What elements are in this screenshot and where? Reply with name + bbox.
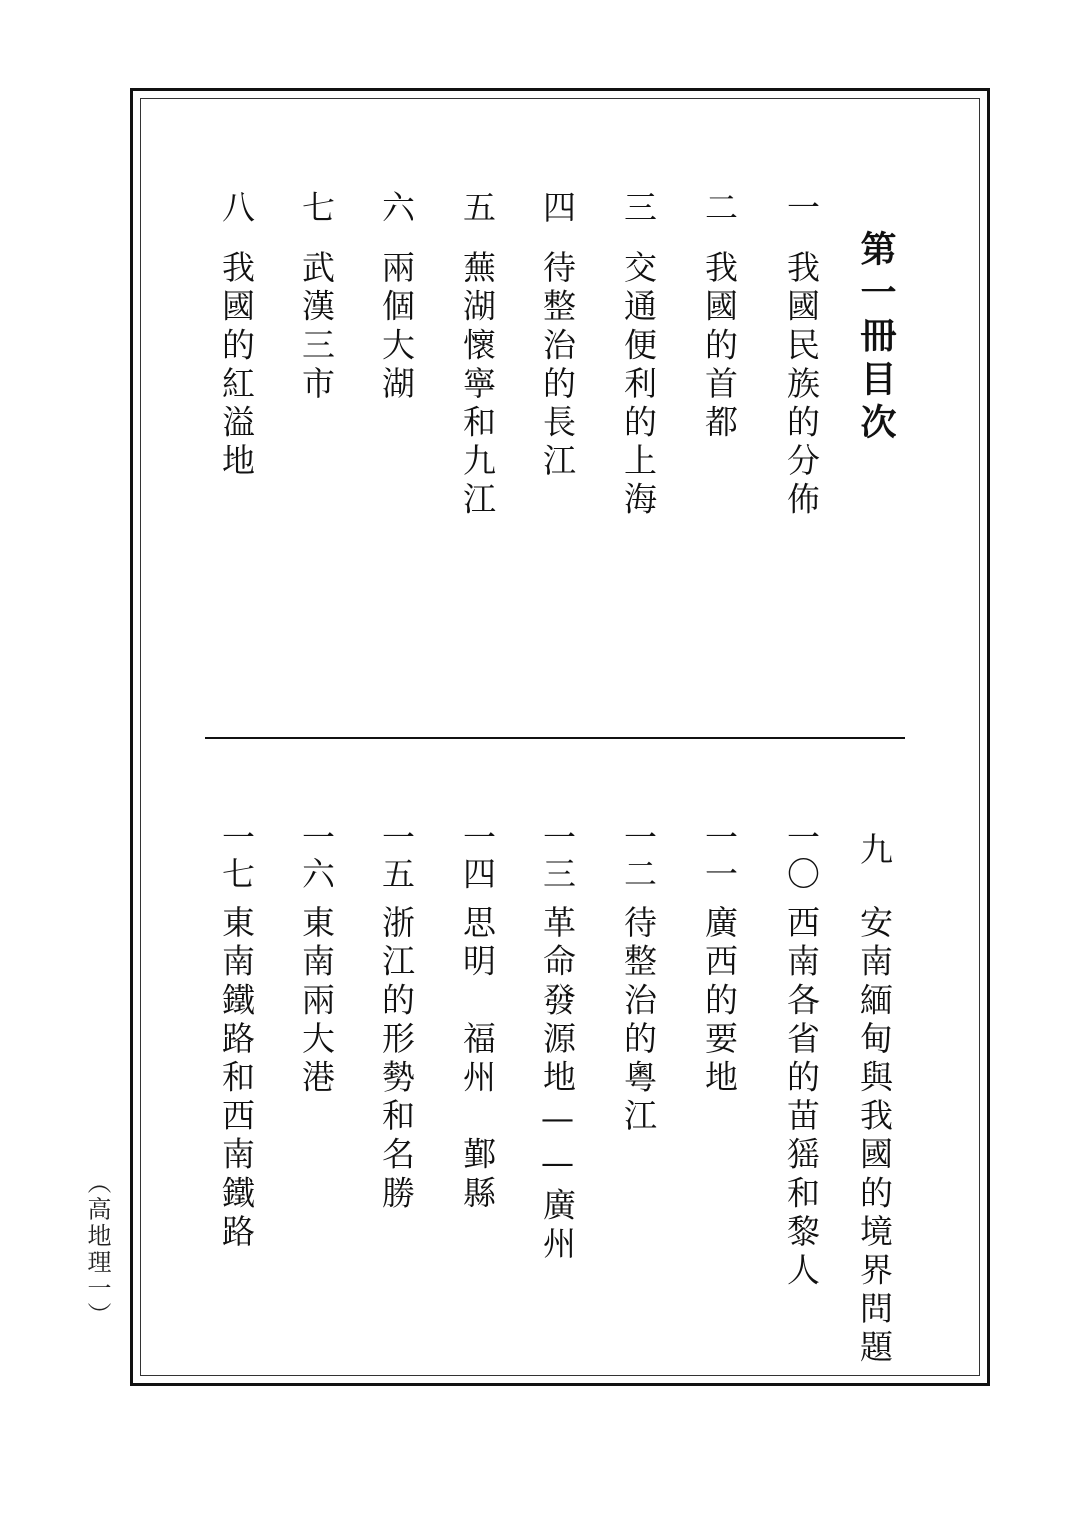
toc-entry-12: 待整治的粵江 — [619, 905, 658, 1137]
toc-num-2: 二 — [700, 190, 739, 227]
toc-num-12: 一二 — [619, 820, 658, 893]
toc-entry-4: 待整治的長江 — [538, 250, 577, 482]
toc-num-14: 一四 — [458, 820, 497, 893]
toc-entry-3: 交通便利的上海 — [619, 250, 658, 521]
toc-entry-7: 武漢三市 — [297, 250, 336, 405]
toc-entry-6: 兩個大湖 — [377, 250, 416, 405]
toc-num-4: 四 — [538, 190, 577, 227]
toc-num-17: 一七 — [217, 820, 256, 893]
toc-num-5: 五 — [458, 190, 497, 227]
toc-entry-13: 革命發源地——廣州 — [538, 905, 577, 1265]
page-footer: （高地理一） — [83, 1170, 111, 1329]
toc-entry-1: 我國民族的分佈 — [782, 250, 821, 521]
toc-num-9: 九 — [855, 832, 894, 869]
toc-num-6: 六 — [377, 190, 416, 227]
toc-num-7: 七 — [297, 190, 336, 227]
toc-num-8: 八 — [217, 190, 256, 227]
toc-num-1: 一 — [782, 190, 821, 227]
toc-num-13: 一三 — [538, 820, 577, 893]
section-divider — [205, 737, 905, 739]
toc-entry-11: 廣西的要地 — [700, 905, 739, 1099]
toc-num-16: 一六 — [297, 820, 336, 893]
toc-entry-5: 蕪湖懷寧和九江 — [458, 250, 497, 521]
toc-entry-15: 浙江的形勢和名勝 — [377, 905, 416, 1214]
toc-entry-16: 東南兩大港 — [297, 905, 336, 1099]
toc-entry-8: 我國的紅溢地 — [217, 250, 256, 482]
toc-entry-14: 思明 福州 鄞縣 — [458, 905, 497, 1214]
toc-entry-17: 東南鐵路和西南鐵路 — [217, 905, 256, 1253]
toc-num-15: 一五 — [377, 820, 416, 893]
toc-entry-9: 安南緬甸與我國的境界問題 — [855, 905, 894, 1369]
toc-entry-10: 西南各省的苗猺和黎人 — [782, 905, 821, 1292]
toc-entry-2: 我國的首都 — [700, 250, 739, 444]
toc-num-10: 一〇 — [782, 820, 821, 893]
toc-num-3: 三 — [619, 190, 658, 227]
toc-title: 第一冊目次 — [855, 230, 897, 446]
toc-num-11: 一一 — [700, 820, 739, 893]
